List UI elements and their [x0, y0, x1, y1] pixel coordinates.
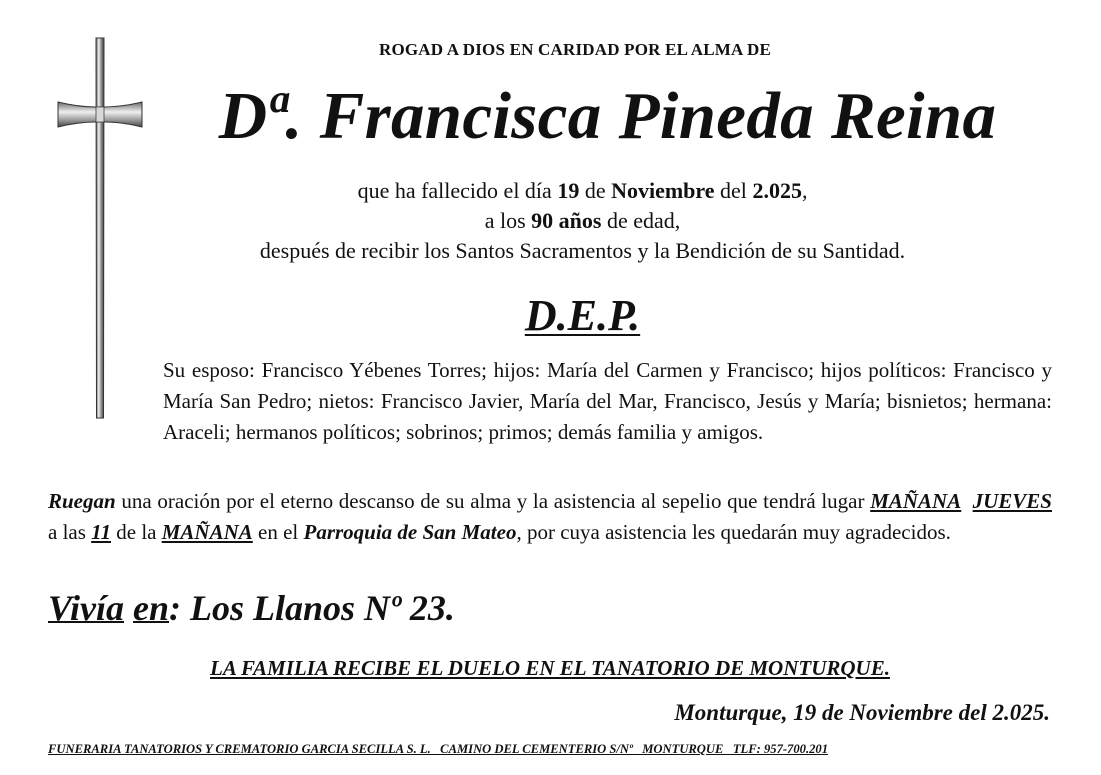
- header-text: ROGAD A DIOS EN CARIDAD POR EL ALMA DE: [378, 40, 772, 59]
- burial-period: MAÑANA: [161, 520, 253, 544]
- intro-line-3: después de recibir los Santos Sacramentos y la Bendición de su Santidad.: [259, 238, 906, 263]
- intro-line-1: que ha fallecido el día 19 de Noviembre del 2.025,: [357, 178, 808, 203]
- age: 90 años: [531, 208, 602, 233]
- death-month: Noviembre: [611, 178, 715, 203]
- burial-hour: 11: [91, 520, 111, 544]
- cross-icon: [52, 36, 148, 420]
- family-list: Su esposo: Francisco Yébenes Torres; hijos: María del Carmen y Francisco; hijos políticos: Francisco y María San Pedro; nietos: Francisco Javier, María del Mar, Francisco, Jesús y María; bisnietos; hermana: Araceli; hermanos políticos; sobrinos; primos; demás familia y amigos.: [163, 358, 1052, 444]
- death-year: 2.025: [752, 178, 802, 203]
- prayer-paragraph: Ruegan una oración por el eterno descanso de su alma y la asistencia al sepelio que tendrá lugar MAÑANA JUEVES a las 11 de la MAÑANA en el Parroquia de San Mateo, por cuya asistencia les quedarán muy agradecidos.: [48, 489, 1052, 544]
- dep-heading: D.E.P.: [524, 291, 641, 340]
- intro-block: [150, 176, 1015, 266]
- date-line: Monturque, 19 de Noviembre del 2.025.: [674, 700, 1050, 725]
- burial-weekday: JUEVES: [972, 489, 1052, 513]
- funeral-home-footer: FUNERARIA TANATORIOS Y CREMATORIO GARCIA SECILLA S. L. CAMINO DEL CEMENTERIO S/Nº MONTURQUE TLF: 957-700.201: [48, 742, 828, 756]
- burial-day: MAÑANA: [870, 489, 962, 513]
- duelo-notice: LA FAMILIA RECIBE EL DUELO EN EL TANATORIO DE MONTURQUE.: [210, 656, 890, 680]
- deceased-name: Dª. Francisca Pineda Reina: [218, 79, 997, 153]
- residence-address: : Los Llanos Nº 23.: [169, 588, 455, 628]
- death-day: 19: [557, 178, 580, 203]
- ruegan-word: Ruegan: [48, 489, 116, 513]
- residence-line: Vivía en: Los Llanos Nº 23.: [48, 588, 455, 628]
- burial-place: Parroquia de San Mateo: [303, 520, 517, 544]
- intro-line-2: a los 90 años de edad,: [484, 208, 681, 233]
